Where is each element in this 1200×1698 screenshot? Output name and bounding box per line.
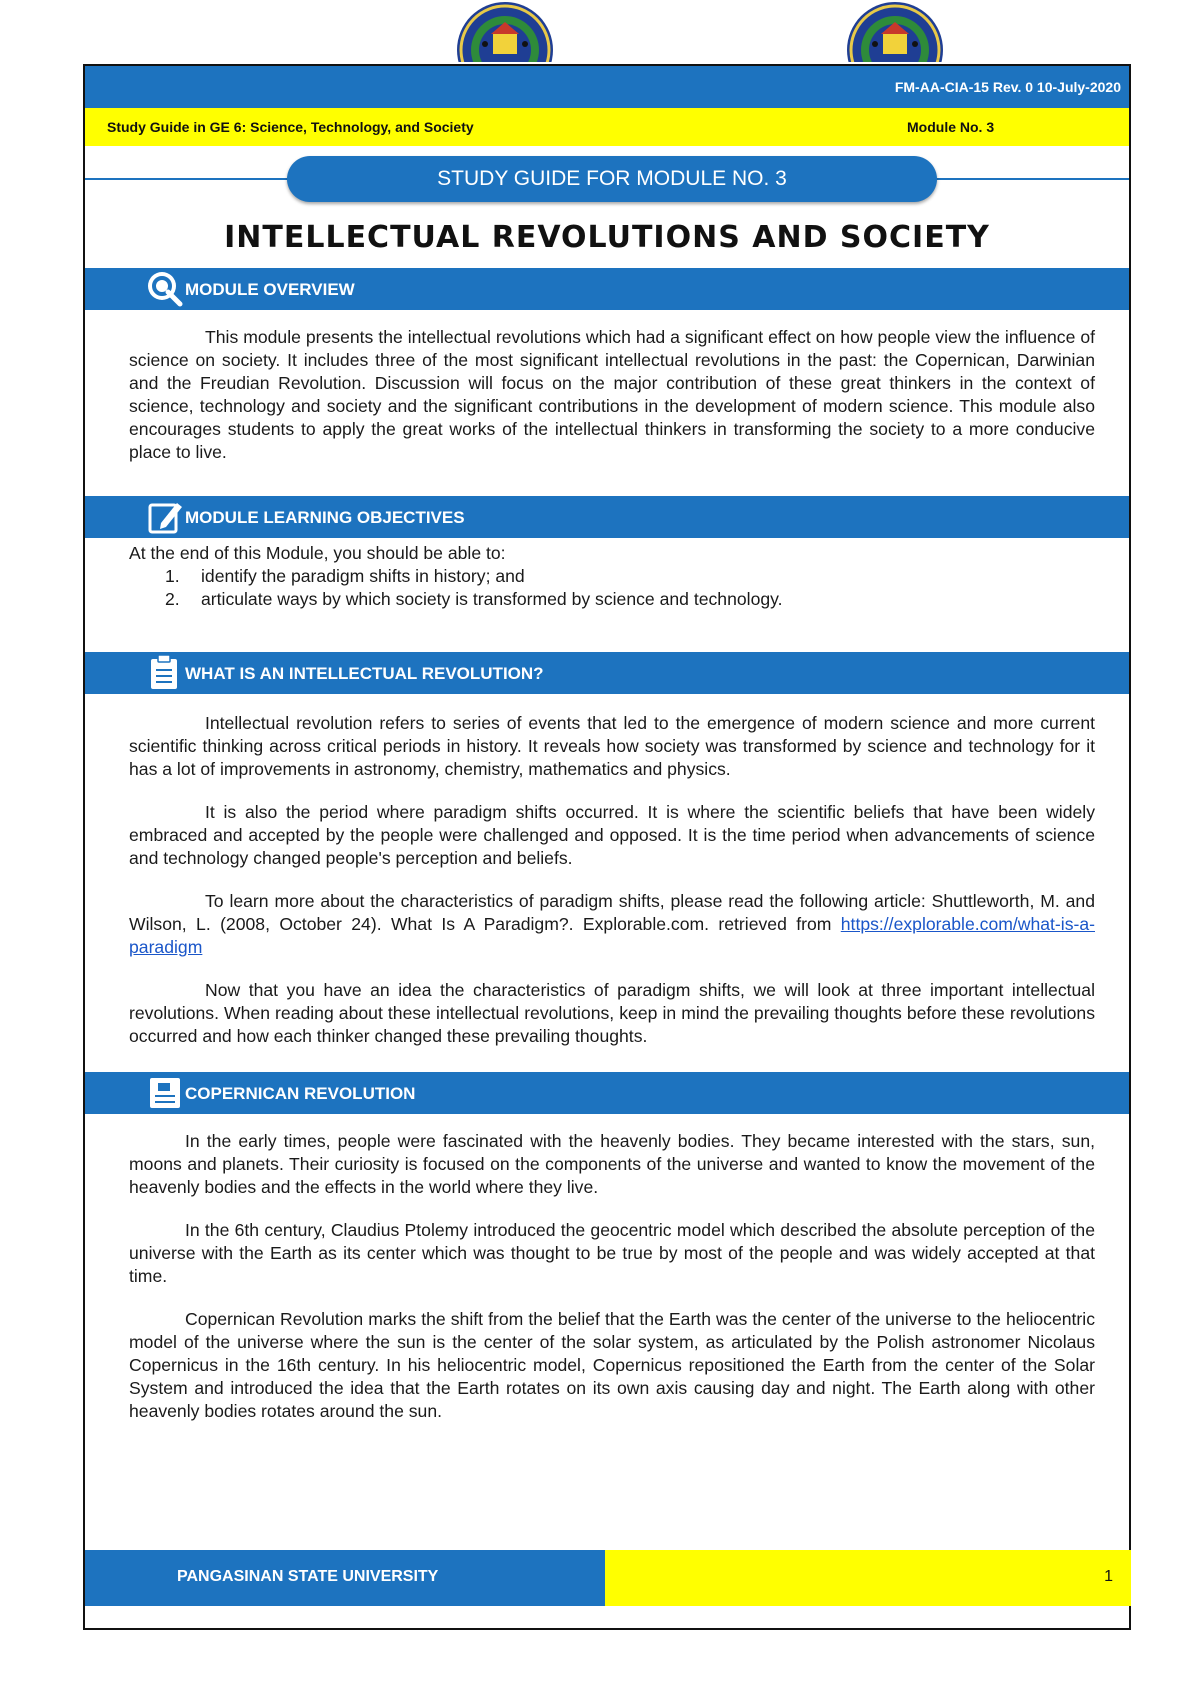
list-number: 1. <box>165 566 180 586</box>
paragraph: Now that you have an idea the characteristics of paradigm shifts, we will look at three important intellectual revolutions. When reading about these intellectual revolutions, keep in mind the prevailing thoughts before these revolutions occurred and how each thinker changed these prevailing thoughts. <box>129 980 1095 1046</box>
pencil-note-icon <box>147 499 183 535</box>
university-seal-left <box>455 0 555 62</box>
page-frame <box>83 64 1131 1630</box>
paragraph-text: To learn more about the characteristics of paradigm shifts, please read the following article: Shuttleworth, M. and Wilson, L. (2008, October 24). What Is A Paradigm?. Explorable.com. retrieved from <box>129 891 1095 934</box>
list-item <box>129 588 1095 611</box>
footer-page <box>605 1550 1131 1606</box>
section-title: MODULE LEARNING OBJECTIVES <box>185 508 465 527</box>
overview-text <box>129 326 1095 464</box>
list-text: articulate ways by which society is transformed by science and technology. <box>201 589 783 609</box>
document-icon <box>147 1075 183 1111</box>
footer-university <box>85 1550 605 1606</box>
paragraph: In the 6th century, Claudius Ptolemy introduced the geocentric model which described the absolute perception of the universe with the Earth as its center which was thought to be true by most of the people and was widely accepted at that time. <box>129 1220 1095 1286</box>
paragraph <box>129 890 1095 959</box>
section-header-objectives <box>85 496 1129 538</box>
section-title: MODULE OVERVIEW <box>185 280 355 299</box>
magnifier-icon <box>147 271 183 307</box>
objectives-list <box>129 542 1095 611</box>
section-title: COPERNICAN REVOLUTION <box>185 1084 416 1103</box>
intellectual-text <box>129 712 1095 1048</box>
paragraph: It is also the period where paradigm shifts occurred. It is where the scientific beliefs that have been widely embraced and accepted by the people were challenged and opposed. It is the time period when advancements of science and technology changed people's perception and beliefs. <box>129 802 1095 868</box>
section-header-overview <box>85 268 1129 310</box>
page-number: 1 <box>1104 1568 1113 1585</box>
article-link[interactable]: https://explorable.com/what-is-a-paradigm <box>129 914 1095 957</box>
header-bar <box>85 66 1129 108</box>
paragraph: Copernican Revolution marks the shift from the belief that the Earth was the center of the universe to the heliocentric model of the universe where the sun is the center of the solar system, as articulated by the Polish astronomer Nicolaus Copernicus in the 16th century. In his heliocentric model, Copernicus repositioned the Earth from the center of the Solar System and introduced the idea that the Earth rotates on its own axis causing day and night. The Earth along with other heavenly bodies rotates around the sun. <box>129 1309 1095 1421</box>
copernican-text <box>129 1130 1095 1423</box>
university-seal-right <box>845 0 945 62</box>
list-item <box>129 565 1095 588</box>
form-code: FM-AA-CIA-15 Rev. 0 10-July-2020 <box>894 79 1121 95</box>
section-header-intellectual <box>85 652 1129 694</box>
section-title: WHAT IS AN INTELLECTUAL REVOLUTION? <box>185 664 544 683</box>
course-bar <box>85 108 1129 146</box>
paragraph: In the early times, people were fascinated with the heavenly bodies. They became interested with the stars, sun, moons and planets. Their curiosity is focused on the components of the universe and wanted to know the movement of the heavenly bodies and the effects in the world where they live. <box>129 1131 1095 1197</box>
course-title: Study Guide in GE 6: Science, Technology, and Society <box>107 119 474 135</box>
page-title: INTELLECTUAL REVOLUTIONS AND SOCIETY <box>224 220 990 255</box>
study-guide-banner: STUDY GUIDE FOR MODULE NO. 3 <box>287 156 937 202</box>
module-number: Module No. 3 <box>907 119 995 135</box>
objectives-intro: At the end of this Module, you should be able to: <box>129 543 506 563</box>
list-text: identify the paradigm shifts in history; and <box>201 566 525 586</box>
university-name: PANGASINAN STATE UNIVERSITY <box>177 1568 439 1585</box>
paragraph: This module presents the intellectual revolutions which had a significant effect on how people view the influence of science on society. It includes three of the most significant intellectual revolutions in the past: the Copernican, Darwinian and the Freudian Revolution. Discussion will focus on the major contribution of these great thinkers in the context of science, technology and society and the significant contributions in the development of modern science. This module also encourages students to apply the great works of the intellectual thinkers in transforming the society to a more conducive place to live. <box>129 327 1095 462</box>
paragraph: Intellectual revolution refers to series of events that led to the emergence of modern science and more current scientific thinking across critical periods in history. It reveals how society was transformed by science and technology for it has a lot of improvements in astronomy, chemistry, mathematics and physics. <box>129 713 1095 779</box>
section-header-copernican <box>85 1072 1129 1114</box>
clipboard-icon <box>147 655 183 691</box>
list-number: 2. <box>165 589 180 609</box>
